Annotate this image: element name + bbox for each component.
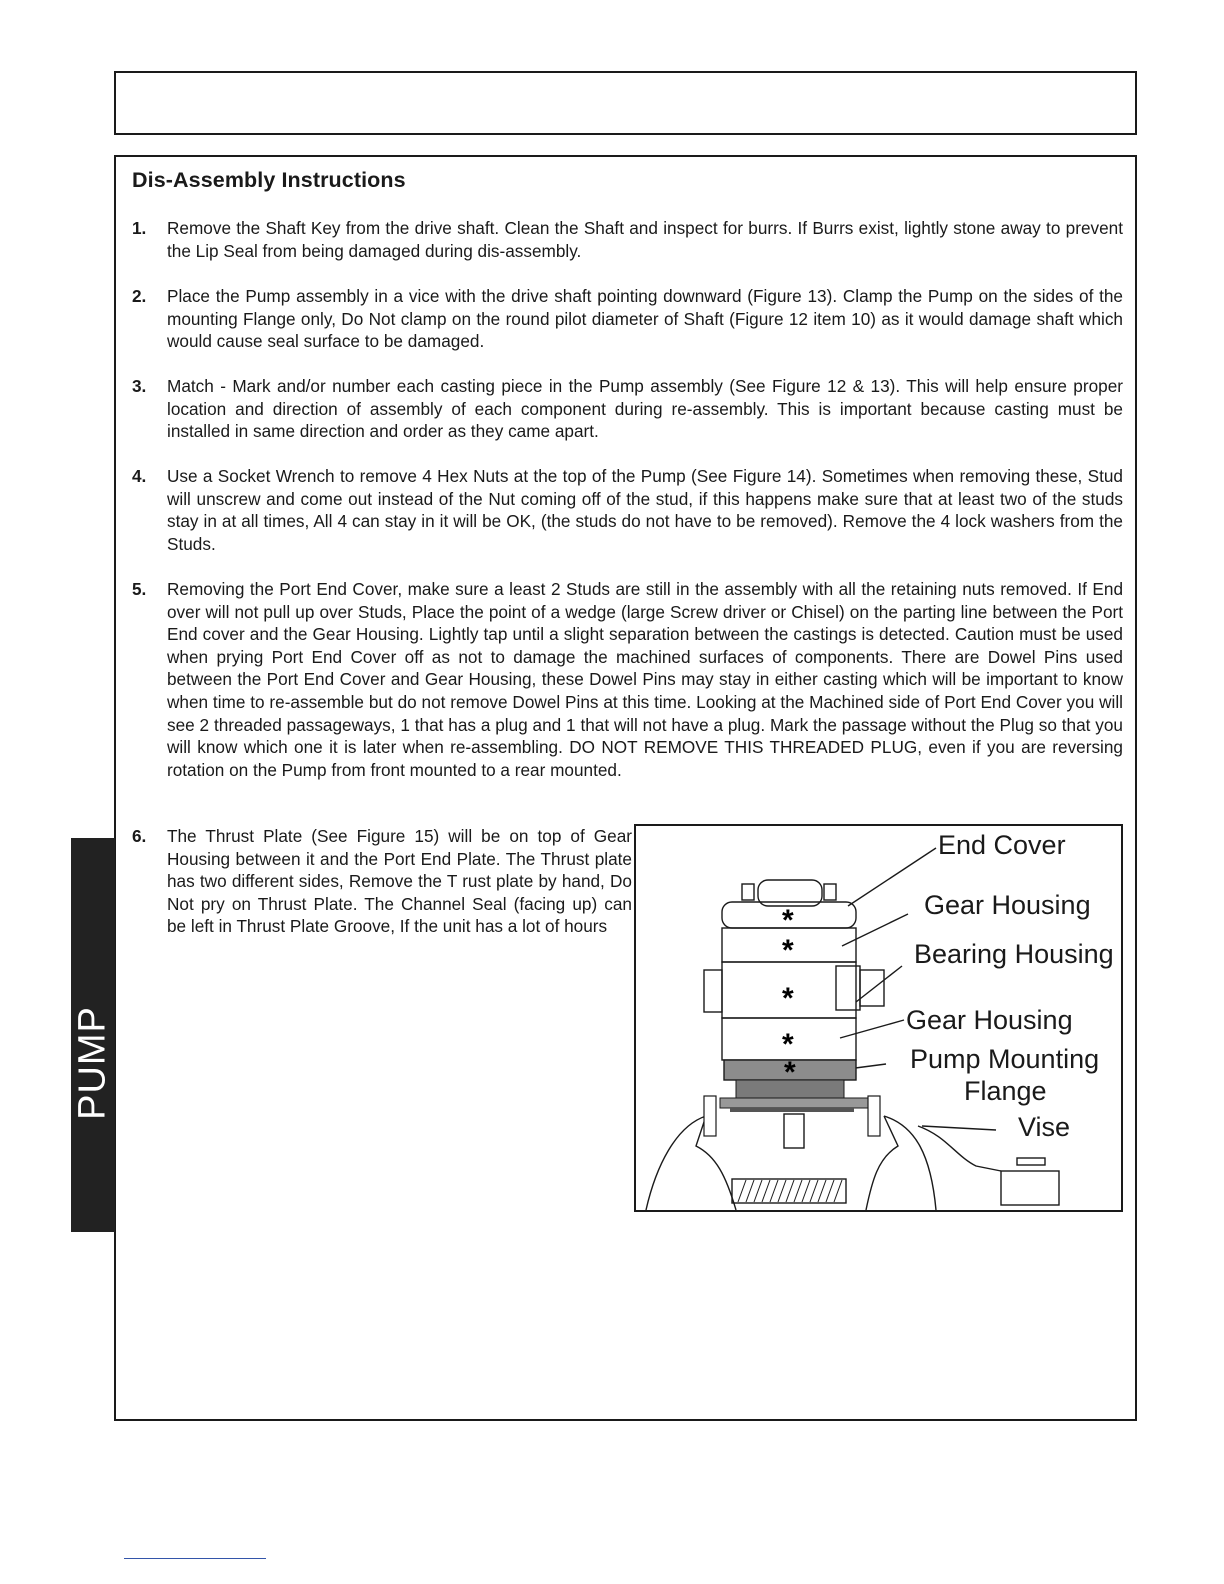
pump-diagram <box>636 826 1121 1210</box>
step-number: 3. <box>132 376 147 396</box>
vise-pad-left <box>704 1096 716 1136</box>
vise-pad-right <box>868 1096 880 1136</box>
vise-base <box>732 1179 846 1203</box>
match-mark-5: * <box>784 1056 796 1089</box>
section-title: Dis-Assembly Instructions <box>132 168 406 192</box>
step-text: Match - Mark and/or number each casting piece in the Pump assembly (See Figure 12 & 13). This will help ensure proper location and direction of assembly of each component during re-assembly. This is important because casting must be installed in same direction and order as they came apart. <box>167 376 1123 442</box>
label-bearing-housing: Bearing Housing <box>914 939 1114 969</box>
leader-gear-bottom <box>840 1020 904 1038</box>
bearing-ear-left <box>704 970 722 1012</box>
stud-right <box>824 884 836 900</box>
step-number: 1. <box>132 218 147 238</box>
bearing-ear-right-outer <box>860 970 884 1006</box>
vise-plate <box>720 1098 872 1108</box>
label-flange: Flange <box>964 1076 1047 1106</box>
vise-handle-block <box>1001 1171 1059 1205</box>
step-text: Place the Pump assembly in a vice with the drive shaft pointing downward (Figure 13). Clamp the Pump on the sides of the mounting Flange only, Do Not clamp on the round pilot diameter of Shaft (Figure 12 item 10) as it would damage shaft which would cause seal surface to be damaged. <box>167 286 1123 352</box>
pump-vise-figure <box>634 824 1123 1212</box>
step-4 <box>132 465 1123 555</box>
match-mark-1: * <box>782 904 794 937</box>
vise-plate-lower <box>730 1108 854 1112</box>
step-3 <box>132 375 1123 443</box>
step-text: The Thrust Plate (See Figure 15) will be on top of Gear Housing between it and the Port End Plate. The Thrust plate has two different sides, Remove the T rust plate by hand, Do Not pry on Thrust Plate. The Channel Seal (facing up) can be left in Thrust Plate Groove, If the unit has a lot of hours <box>167 826 632 937</box>
step-6 <box>132 825 632 938</box>
vise-handle-cap <box>1017 1158 1045 1165</box>
step-1 <box>132 217 1123 262</box>
leader-end-cover <box>848 848 936 906</box>
vise-handle <box>918 1126 1001 1171</box>
step-5 <box>132 578 1123 781</box>
match-mark-4: * <box>782 1028 794 1061</box>
label-gear-housing-bottom: Gear Housing <box>906 1005 1073 1035</box>
step-number: 4. <box>132 466 147 486</box>
step-number: 6. <box>132 826 147 846</box>
step-text: Removing the Port End Cover, make sure a least 2 Studs are still in the assembly with all the retaining nuts removed. If End over will not pull up over Studs, Place the point of a wedge (large Screw driver or Chisel) on the parting line between the Port End cover and the Gear Housing. Lightly tap until a slight separation between the castings is detected. Caution must be used when prying Port End Cover off as not to damage the machined surfaces of components. There are Dowel Pins used between the Port End Cover and Gear Housing, these Dowel Pins may stay in either casting which will be important to know when time to re-assemble but do not remove Dowel Pins at this time. Looking at the Machined side of Port End Cover you will see 2 threaded passageways, 1 that has a plug and 1 that will not have a plug. Mark the passage without the Plug so that you will know which one it is later when re-assembling. DO NOT REMOVE THIS THREADED PLUG, even if you are reversing rotation on the Pump from front mounted to a rear mounted. <box>167 579 1123 780</box>
label-pump-mounting: Pump Mounting <box>910 1044 1100 1074</box>
label-vise: Vise <box>1018 1112 1071 1142</box>
step-text: Use a Socket Wrench to remove 4 Hex Nuts at the top of the Pump (See Figure 14). Sometimes when removing these, Stud will unscrew and come out instead of the Nut coming off of the stud, if this happens make sure that at least two of the studs stay in at all times, All 4 can stay in it will be OK, (the studs do not have to be removed). Remove the 4 lock washers from the Studs. <box>167 466 1123 554</box>
footer-line <box>124 1558 266 1559</box>
page-header-box <box>114 71 1137 135</box>
leader-gear-top <box>842 914 908 946</box>
side-tab-label: PUMP <box>71 1006 114 1120</box>
drive-shaft <box>784 1114 804 1148</box>
match-mark-3: * <box>782 982 794 1015</box>
stud-left <box>742 884 754 900</box>
label-end-cover: End Cover <box>938 830 1066 860</box>
vise-base-hatch <box>738 1180 842 1202</box>
match-mark-2: * <box>782 934 794 967</box>
leader-bearing <box>856 966 902 1002</box>
step-number: 5. <box>132 579 147 599</box>
label-gear-housing-top: Gear Housing <box>924 890 1091 920</box>
step-2 <box>132 285 1123 353</box>
leader-vise <box>922 1126 996 1130</box>
step-number: 2. <box>132 286 147 306</box>
step-text: Remove the Shaft Key from the drive shaft. Clean the Shaft and inspect for burrs. If Burrs exist, lightly stone away to prevent the Lip Seal from being damaged during dis-assembly. <box>167 218 1123 261</box>
vise-left-jaw <box>646 1116 736 1210</box>
